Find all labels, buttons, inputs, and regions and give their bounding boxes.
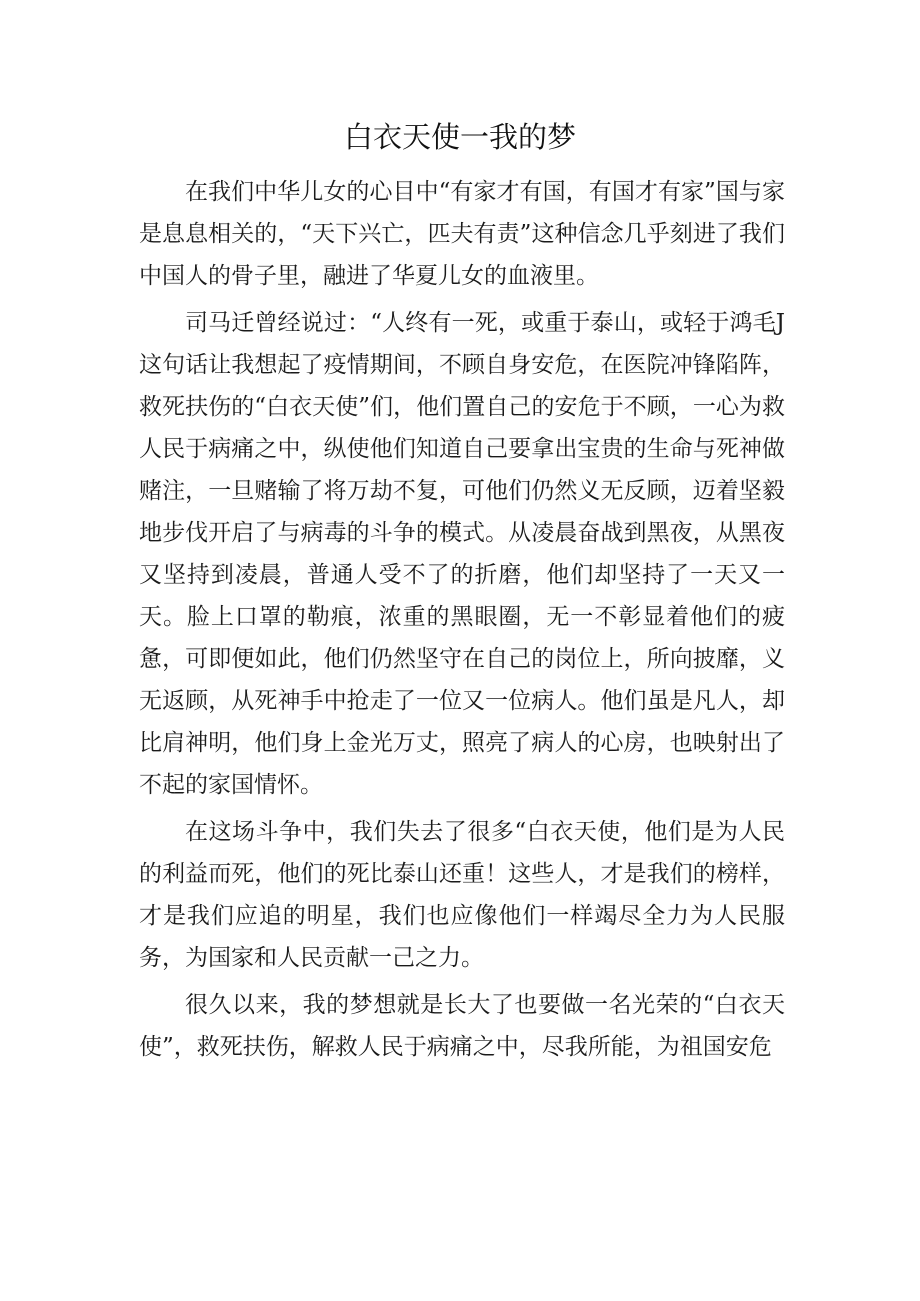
paragraph: 在我们中华儿女的心目中“有家才有国，有国才有家”国与家是息息相关的，“天下兴亡，匹夫有责”这种信念几乎刻进了我们中国人的骨子里，融进了华夏儿女的血液里。: [139, 179, 785, 289]
paragraph: 很久以来，我的梦想就是长大了也要做一名光荣的“白衣天使”，救死扶伤，解救人民于病痛之中，尽我所能，为祖国安危: [139, 992, 785, 1060]
document-title: 白衣天使一我的梦: [343, 120, 576, 154]
paragraph: 在这场斗争中，我们失去了很多“白衣天使，他们是为人民的利益而死，他们的死比泰山还重！这些人，才是我们的榜样，才是我们应追的明星，我们也应像他们一样竭尽全力为人民服务，为国家和人民贡献一己之力。: [139, 819, 785, 971]
document-body: [139, 171, 785, 1068]
paragraph: 司马迁曾经说过：“人终有一死，或重于泰山，或轻于鸿毛J这句话让我想起了疫情期间，不顾自身安危，在医院冲锋陷阵，救死扶伤的“白衣天使”们，他们置自己的安危于不顾，一心为救人民于病痛之中，纵使他们知道自己要拿出宝贵的生命与死神做赌注，一旦赌输了将万劫不复，可他们仍然义无反顾，迈着坚毅地步伐开启了与病毒的斗争的模式。从凌晨奋战到黑夜，从黑夜又坚持到凌晨，普通人受不了的折磨，他们却坚持了一天又一天。脸上口罩的勒痕，浓重的黑眼圈，无一不彰显着他们的疲惫，可即便如此，他们仍然坚守在自己的岗位上，所向披靡，义无返顾，从死神手中抢走了一位又一位病人。他们虽是凡人，却比肩神明，他们身上金光万丈，照亮了病人的心房，也映射出了不起的家国情怀。: [139, 310, 785, 798]
